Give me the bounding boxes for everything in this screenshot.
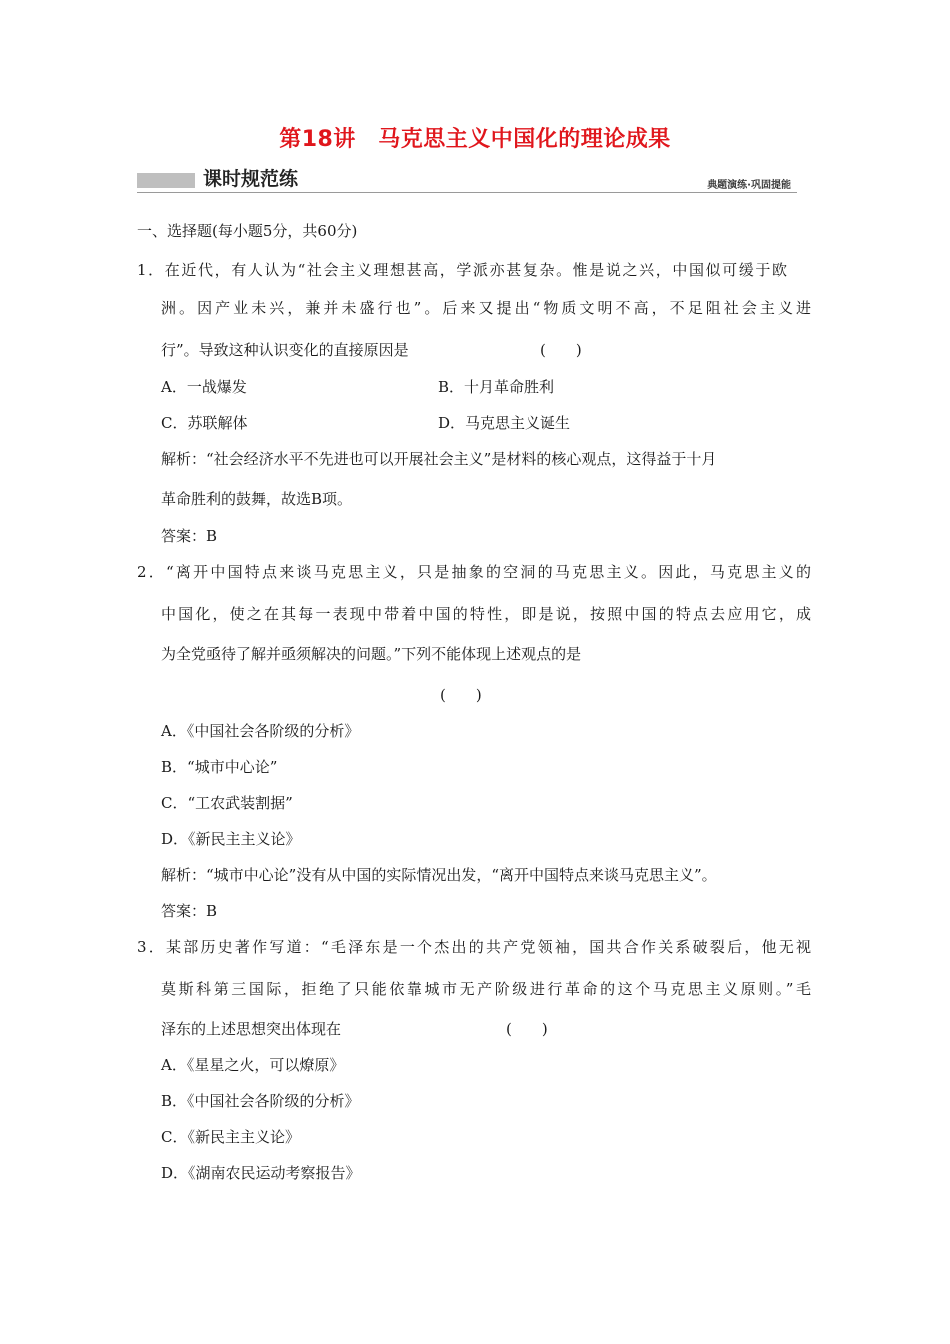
q3-answer-paren: ( ) [506,1020,548,1038]
banner-label: 课时规范练 [203,168,299,190]
q2-stem-line2: 中国化，使之在其每一表现中带着中国的特性，即是说，按照中国的特点去应用它，成 [161,605,811,623]
q1-analysis-line2: 革命胜利的鼓舞，故选B项。 [161,490,353,508]
q3-stem-line2: 莫斯科第三国际，拒绝了只能依靠城市无产阶级进行革命的这个马克思主义原则。”毛 [161,980,811,998]
q2-option-a: A．《中国社会各阶级的分析》 [161,722,360,740]
q3-option-c: C．《新民主主义论》 [161,1128,300,1146]
q2-option-b: B．“城市中心论” [161,758,278,776]
q1-option-c: C．苏联解体 [161,414,248,432]
section-banner [137,164,797,194]
q1-stem-line1: 1．在近代，有人认为“社会主义理想甚高，学派亦甚复杂。惟是说之兴，中国似可缓于欧 [137,261,787,279]
q1-answer-paren: ( ) [540,341,582,359]
q3-option-a: A．《星星之火，可以燎原》 [161,1056,345,1074]
q1-analysis-line1: 解析：“社会经济水平不先进也可以开展社会主义”是材料的核心观点，这得益于十月 [161,450,717,468]
q2-analysis: 解析：“城市中心论”没有从中国的实际情况出发，“离开中国特点来谈马克思主义”。 [161,866,717,884]
q2-answer-paren: ( ) [440,686,482,704]
q2-stem-line3: 为全党亟待了解并亟须解决的问题。”下列不能体现上述观点的是 [161,645,582,663]
q1-option-d: D．马克思主义诞生 [438,414,571,432]
q1-stem-line2: 洲。因产业未兴，兼并未盛行也”。后来又提出“物质文明不高，不足阻社会主义进 [161,299,811,317]
q2-option-c: C．“工农武装割据” [161,794,293,812]
q2-stem-line1: 2．“离开中国特点来谈马克思主义，只是抽象的空洞的马克思主义。因此，马克思主义的 [137,563,811,581]
q2-option-d: D．《新民主主义论》 [161,830,301,848]
q1-option-a: A．一战爆发 [161,378,247,396]
q3-stem-line1: 3．某部历史著作写道：“毛泽东是一个杰出的共产党领袖，国共合作关系破裂后，他无视 [137,938,811,956]
banner-grey-bar [137,173,195,188]
q3-option-b: B．《中国社会各阶级的分析》 [161,1092,360,1110]
q3-stem-line3: 泽东的上述思想突出体现在 [161,1020,342,1038]
q1-stem-line3: 行”。导致这种认识变化的直接原因是 [161,341,409,359]
q1-option-b: B．十月革命胜利 [438,378,555,396]
section-heading: 一、选择题(每小题5分，共60分) [137,222,358,240]
page-title: 第18讲 马克思主义中国化的理论成果 [279,127,671,152]
banner-divider [137,192,797,193]
banner-tagline: 典题演练·巩固提能 [707,180,791,191]
q1-answer: 答案：B [161,527,218,545]
q3-option-d: D．《湖南农民运动考察报告》 [161,1164,361,1182]
q2-answer: 答案：B [161,902,218,920]
